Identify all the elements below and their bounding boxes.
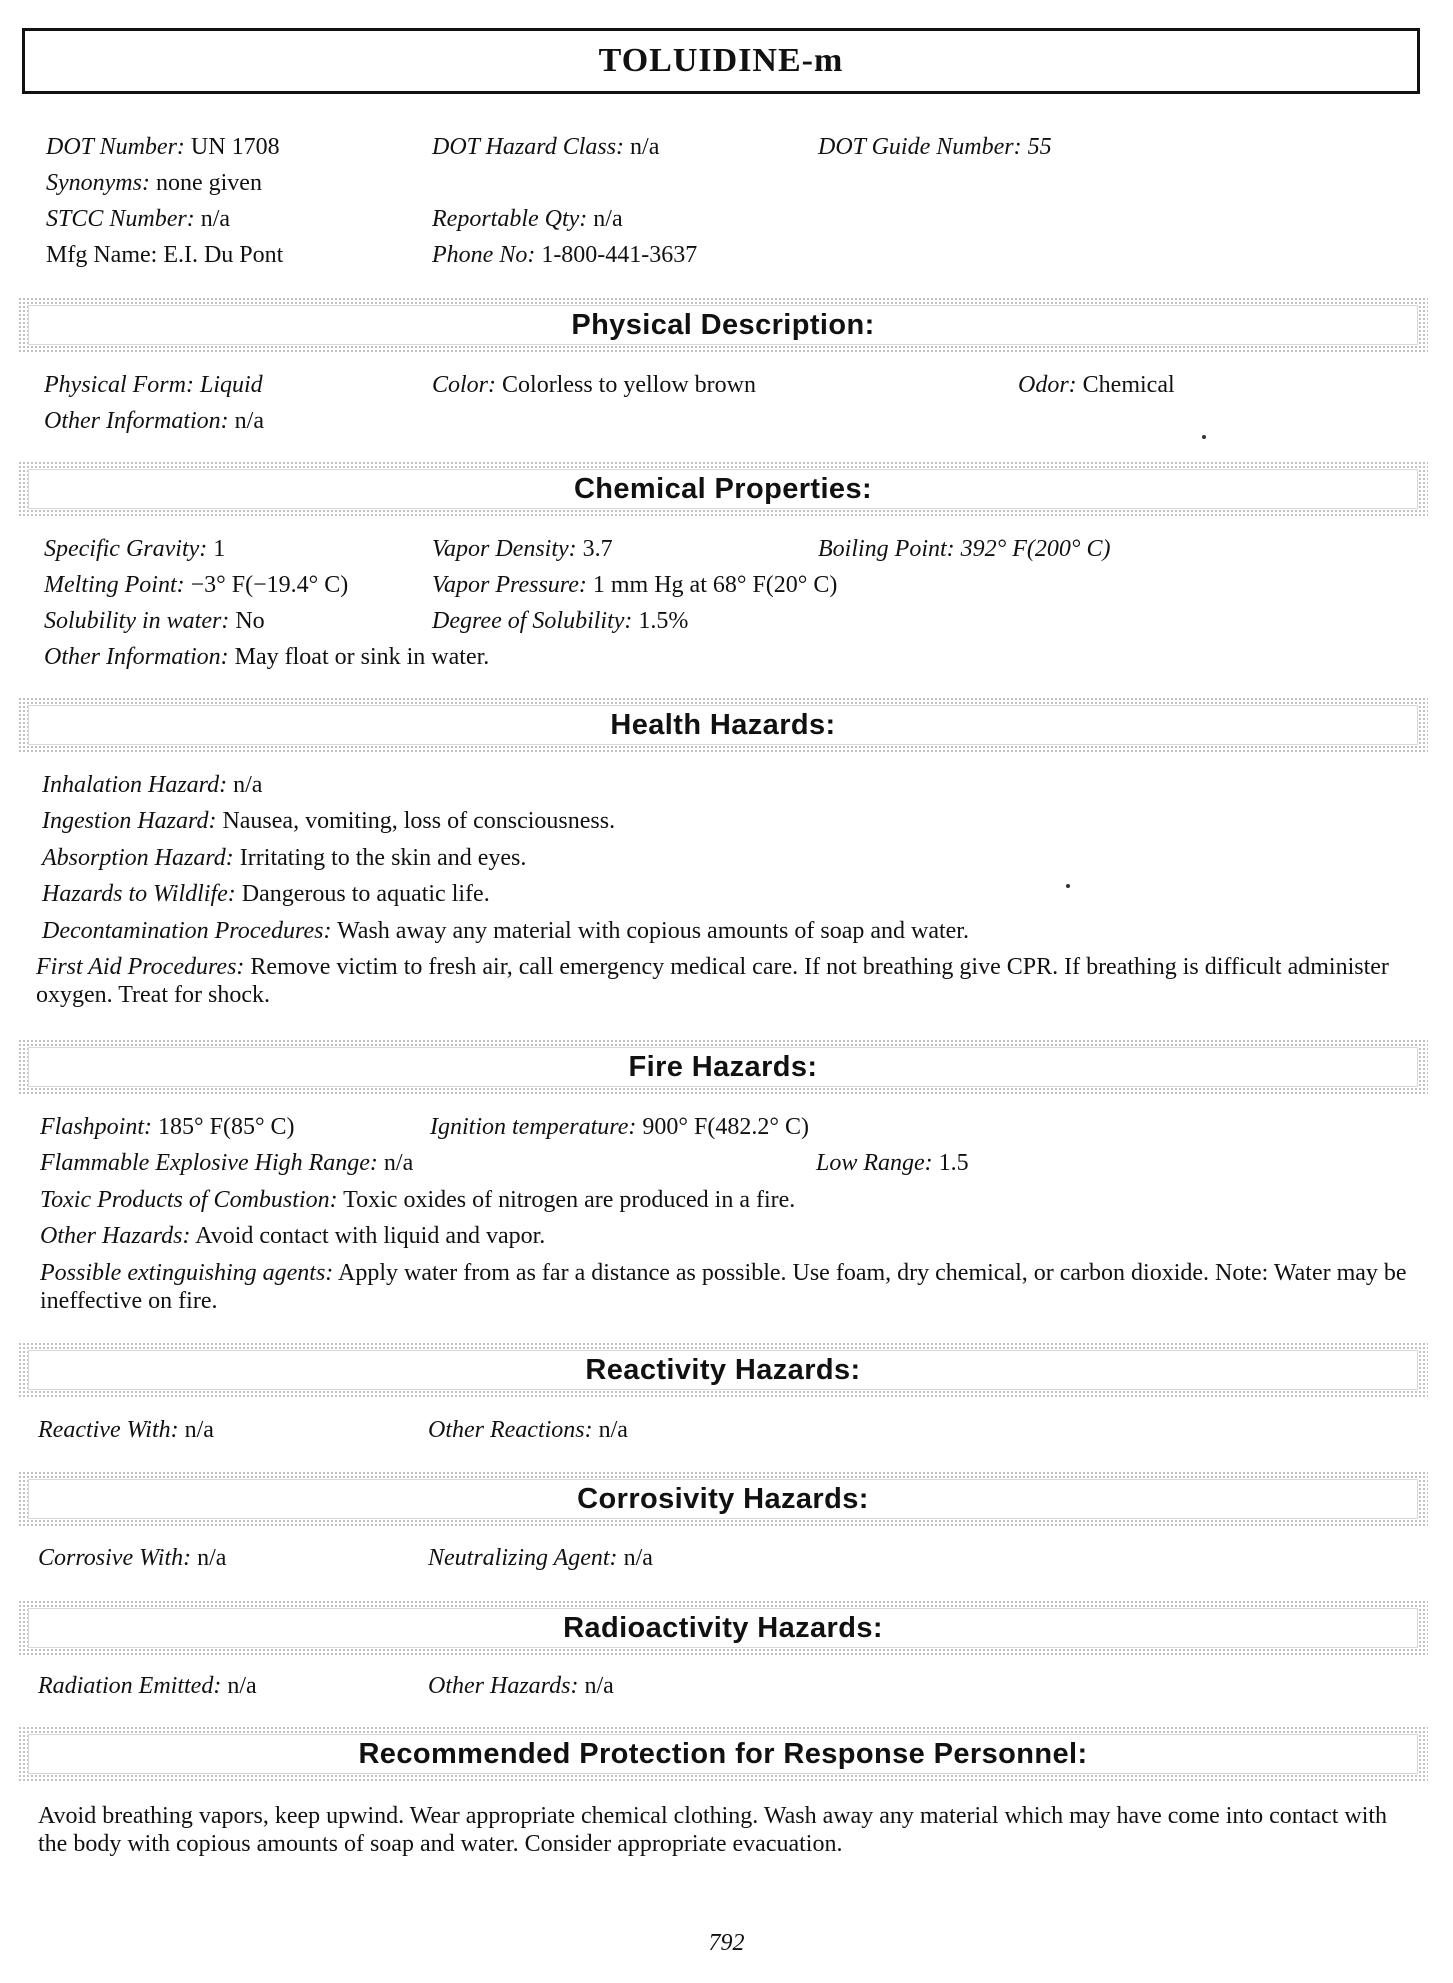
corrosivity-hazards-heading: Corrosivity Hazards: [577,1482,869,1515]
inhalation-label: Inhalation Hazard: [42,772,228,798]
physical-other-label: Other Information: [44,408,229,434]
first-aid-value: Remove victim to fresh air, call emergency medical care. If not breathing give CPR. If breathing is difficult administer oxygen. Treat for shock. [36,954,1389,1008]
melting-point-value: −3° F(−19.4° C) [190,572,349,598]
solubility-label: Solubility in water: [44,608,230,634]
mfg-name-label: Mfg Name: [46,242,158,268]
vapor-density-value: 3.7 [582,536,613,562]
fire-hazards-band [18,1039,1428,1095]
other-reactions-field [428,1415,628,1445]
extinguishing-agents-label: Possible extinguishing agents: [40,1260,334,1286]
physical-form-field [44,370,263,400]
physical-description-band [18,297,1428,353]
mfg-name-value: E.I. Du Pont [163,242,284,268]
high-range-label: Flammable Explosive High Range: [40,1150,378,1176]
other-reactions-value: n/a [598,1417,628,1443]
chemical-other-label: Other Information: [44,644,229,670]
absorption-value: Irritating to the skin and eyes. [239,845,527,871]
stcc-value: n/a [200,206,231,232]
inhalation-field [42,770,262,800]
physical-form-value: Liquid [199,372,263,398]
chemical-properties-band [18,461,1428,517]
dot-number-value: UN 1708 [190,134,280,160]
page-title: TOLUIDINE-m [598,42,844,79]
reportable-qty-field [432,204,623,234]
solubility-value: No [235,608,265,634]
title-box [22,28,1420,94]
toxic-products-value: Toxic oxides of nitrogen are produced in a fire. [343,1187,796,1213]
scan-speck [1202,435,1206,439]
melting-point-label: Melting Point: [44,572,185,598]
ignition-temperature-value: 900° F(482.2° C) [642,1114,809,1140]
decontamination-value: Wash away any material with copious amounts of soap and water. [337,918,969,944]
chemical-properties-heading: Chemical Properties: [573,472,873,505]
specific-gravity-value: 1 [213,536,226,562]
extinguishing-agents-field [40,1259,1410,1315]
specific-gravity-field [44,534,225,564]
ignition-temperature-field [430,1112,809,1142]
specific-gravity-label: Specific Gravity: [44,536,208,562]
dot-number-label: DOT Number: [46,134,185,160]
toxic-products-field [40,1185,795,1215]
vapor-density-label: Vapor Density: [432,536,577,562]
reactivity-hazards-heading: Reactivity Hazards: [585,1353,861,1386]
toxic-products-label: Toxic Products of Combustion: [40,1187,338,1213]
scan-speck [1066,884,1070,888]
odor-field [1018,370,1175,400]
synonyms-field [46,168,262,198]
ignition-temperature-label: Ignition temperature: [430,1114,637,1140]
color-value: Colorless to yellow brown [502,372,756,398]
stcc-field [46,204,230,234]
flashpoint-label: Flashpoint: [40,1114,152,1140]
wildlife-field [42,879,490,909]
corrosivity-hazards-band [18,1471,1428,1527]
protection-band [18,1726,1428,1782]
radiation-emitted-value: n/a [227,1673,257,1699]
dot-number-field [46,132,280,162]
vapor-pressure-value: 1 mm Hg at 68° F(20° C) [592,572,838,598]
low-range-value: 1.5 [938,1150,969,1176]
radioactivity-hazards-heading: Radioactivity Hazards: [563,1611,883,1644]
chemical-other-field [44,642,489,672]
decontamination-label: Decontamination Procedures: [42,918,332,944]
reportable-qty-label: Reportable Qty: [432,206,588,232]
decontamination-field [42,916,969,946]
odor-label: Odor: [1018,372,1077,398]
first-aid-label: First Aid Procedures: [36,954,245,980]
stcc-label: STCC Number: [46,206,195,232]
vapor-pressure-label: Vapor Pressure: [432,572,587,598]
dot-guide-field [818,132,1052,162]
other-reactions-label: Other Reactions: [428,1417,593,1443]
mfg-name-field [46,240,283,270]
fire-other-hazards-label: Other Hazards: [40,1223,191,1249]
health-hazards-band [18,697,1428,753]
protection-heading: Recommended Protection for Response Personnel: [358,1737,1088,1770]
flashpoint-value: 185° F(85° C) [158,1114,295,1140]
chemical-other-value: May float or sink in water. [234,644,490,670]
reactivity-hazards-band [18,1342,1428,1398]
degree-of-solubility-label: Degree of Solubility: [432,608,633,634]
corrosive-with-field [38,1543,226,1573]
fire-other-hazards-value: Avoid contact with liquid and vapor. [195,1223,546,1249]
dot-hazard-class-value: n/a [630,134,660,160]
inhalation-value: n/a [233,772,263,798]
flashpoint-field [40,1112,295,1142]
extinguishing-agents-value: Apply water from as far a distance as possible. Use foam, dry chemical, or carbon dioxide. Note: Water may be ineffective on fire. [40,1260,1407,1314]
corrosive-with-label: Corrosive With: [38,1545,192,1571]
phone-label: Phone No: [432,242,536,268]
dot-guide-label: DOT Guide Number: [818,134,1022,160]
health-hazards-heading: Health Hazards: [610,708,836,741]
color-label: Color: [432,372,497,398]
synonyms-label: Synonyms: [46,170,150,196]
fire-hazards-heading: Fire Hazards: [628,1050,818,1083]
vapor-pressure-field [432,570,837,600]
dot-guide-value: 55 [1027,134,1052,160]
synonyms-value: none given [155,170,262,196]
page-number: 792 [708,1930,745,1956]
vapor-density-field [432,534,613,564]
ingestion-value: Nausea, vomiting, loss of consciousness. [222,808,616,834]
ingestion-label: Ingestion Hazard: [42,808,217,834]
physical-other-value: n/a [234,408,264,434]
dot-hazard-class-field [432,132,659,162]
wildlife-value: Dangerous to aquatic life. [241,881,490,907]
high-range-field [40,1148,413,1178]
corrosive-with-value: n/a [197,1545,227,1571]
physical-form-label: Physical Form: [44,372,194,398]
radiation-emitted-label: Radiation Emitted: [38,1673,222,1699]
phone-value: 1-800-441-3637 [541,242,698,268]
color-field [432,370,756,400]
degree-of-solubility-field [432,606,688,636]
degree-of-solubility-value: 1.5% [638,608,689,634]
reactive-with-value: n/a [184,1417,214,1443]
neutralizing-agent-value: n/a [623,1545,653,1571]
absorption-label: Absorption Hazard: [42,845,234,871]
ingestion-field [42,806,615,836]
melting-point-field [44,570,348,600]
reactive-with-field [38,1415,214,1445]
protection-text: Avoid breathing vapors, keep upwind. Wear appropriate chemical clothing. Wash away any material which may have come into contact with the body with copious amounts of soap and water. Consider appropriate evacuation. [38,1803,1388,1857]
physical-other-field [44,406,264,436]
low-range-label: Low Range: [816,1150,933,1176]
neutralizing-agent-field [428,1543,653,1573]
reportable-qty-value: n/a [593,206,623,232]
radio-other-hazards-value: n/a [584,1673,614,1699]
first-aid-field [36,953,1406,1009]
fire-other-hazards-field [40,1221,545,1251]
radioactivity-hazards-band [18,1600,1428,1656]
physical-description-heading: Physical Description: [571,308,875,341]
radio-other-hazards-label: Other Hazards: [428,1673,579,1699]
high-range-value: n/a [383,1150,414,1176]
radiation-emitted-field [38,1671,257,1701]
low-range-field [816,1148,969,1178]
wildlife-label: Hazards to Wildlife: [42,881,236,907]
phone-field [432,240,697,270]
boiling-point-field [818,534,1111,564]
neutralizing-agent-label: Neutralizing Agent: [428,1545,618,1571]
boiling-point-label: Boiling Point: [818,536,955,562]
absorption-field [42,843,526,873]
boiling-point-value: 392° F(200° C) [960,536,1111,562]
dot-hazard-class-label: DOT Hazard Class: [432,134,625,160]
reactive-with-label: Reactive With: [38,1417,179,1443]
odor-value: Chemical [1082,372,1175,398]
radio-other-hazards-field [428,1671,614,1701]
solubility-field [44,606,265,636]
